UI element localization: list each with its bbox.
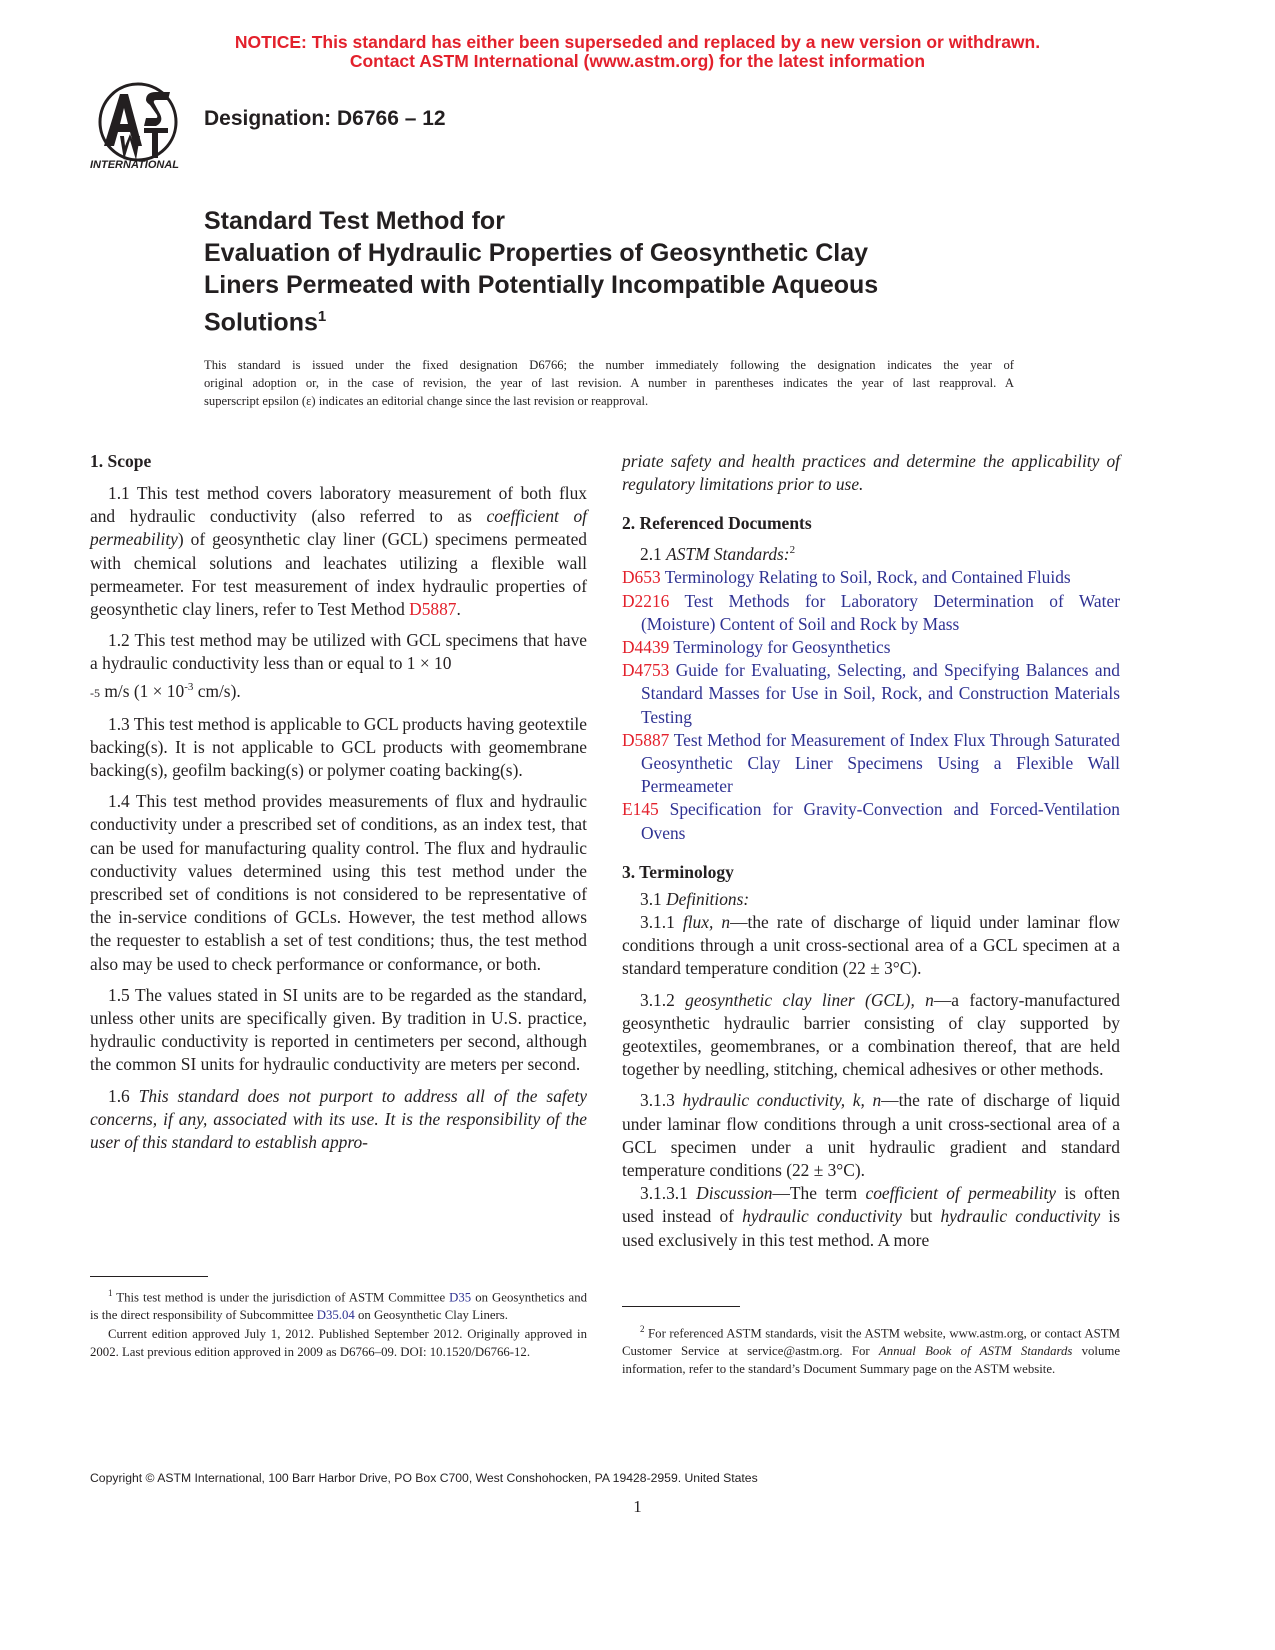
paragraph-1-5: 1.5 The values stated in SI units are to be regarded as the standard, unless other units are specifically given. By tradition in U.S. practice, hydraulic conductivity is reported in centimeters per second, although the common SI units for hydraulic conductivity are meters per second. <box>90 984 587 1075</box>
reference-code-link[interactable]: D4753 <box>622 660 670 681</box>
link-d35[interactable]: D35 <box>449 1290 472 1305</box>
reference-item <box>622 590 1120 636</box>
footnote-rule-right <box>622 1306 740 1307</box>
notice-line-2: Contact ASTM International (www.astm.org) for the latest information <box>349 51 926 71</box>
link-d5887[interactable]: D5887 <box>409 599 457 620</box>
reference-item <box>622 566 1120 589</box>
reference-code-link[interactable]: D653 <box>622 567 661 588</box>
left-column <box>90 450 587 1154</box>
reference-title-link[interactable]: Specification for Gravity-Convection and Forced-Ventilation Ovens <box>641 799 1120 843</box>
copyright-line: Copyright © ASTM International, 100 Barr Harbor Drive, PO Box C700, West Conshohocken, PA 19428-2959. United States <box>90 1471 758 1485</box>
footnote-rule-left <box>90 1276 208 1277</box>
title-line-4: Solutions$^1$ <box>204 308 327 337</box>
reference-code-link[interactable]: E145 <box>622 799 659 820</box>
footnote-2: $^2$ For referenced ASTM standards, visit the ASTM website, www.astm.org, or contact ASTM Customer Service at service@astm.org. For Annual Book of ASTM Standards volume information, refer to the standard’s Document Summary page on the ASTM website. <box>622 1324 1121 1377</box>
astm-logo <box>90 80 198 172</box>
paragraph-1-4: 1.4 This test method provides measurements of flux and hydraulic conductivity under a prescribed set of conditions, as an index test, that can be used for manufacturing quality control. The flux and hydraulic conductivity values determined using this test method under the prescribed set of conditions is not considered to be representative of the in-service conditions of GCLs. However, the test method allows the requester to establish a set of test conditions; thus, the test method also may be used to check performance or conformance, or both. <box>90 791 587 974</box>
link-d35-04[interactable]: D35.04 <box>316 1308 355 1323</box>
issuance-note: This standard is issued under the fixed designation D6766; the number immediately following the designation indicates the year of original adoption or, in the case of revision, the year of last revision. A number in parentheses indicates the year of last reapproval. A superscript epsilon (ε) indicates an editorial change since the last revision or reapproval. <box>204 358 1014 408</box>
reference-code-link[interactable]: D2216 <box>622 590 670 611</box>
reference-code-link[interactable]: D4439 <box>622 637 670 658</box>
page-number: 1 <box>633 1497 642 1516</box>
definition-gcl: 3.1.2 geosynthetic clay liner (GCL), n—a factory-manufactured geosynthetic hydraulic barrier consisting of clay supported by geotextiles, geomembranes, or a combination thereof, that are held together by needling, stitching, chemical adhesives or other methods. <box>622 989 1120 1080</box>
reference-title-link[interactable]: Terminology Relating to Soil, Rock, and Contained Fluids <box>660 567 1071 588</box>
discussion-3-1-3-1: 3.1.3.1 Discussion—The term coefficient of permeability is often used instead of hydraulic conductivity but hydraulic conductivity is used exclusively in this test method. A more <box>622 1183 1121 1250</box>
paragraph-1-6: 1.6 This standard does not purport to address all of the safety concerns, if any, associated with its use. It is the responsibility of the user of this standard to establish appro- <box>90 1085 587 1153</box>
title-line-2: Evaluation of Hydraulic Properties of Geosynthetic Clay <box>204 239 869 267</box>
reference-title-link[interactable]: Guide for Evaluating, Selecting, and Specifying Balances and Standard Masses for Use in Soil, Rock, and Construction Materials Testing <box>641 660 1120 727</box>
reference-item <box>622 798 1120 844</box>
reference-code-link[interactable]: D5887 <box>622 729 670 750</box>
reference-title-link[interactable]: Test Methods for Laboratory Determination of Water (Moisture) Content of Soil and Rock by Mass <box>641 590 1120 634</box>
definition-hydraulic-conductivity: 3.1.3 hydraulic conductivity, k, n—the rate of discharge of liquid under laminar flow conditions through a unit cross-sectional area of a GCL specimen under a unit hydraulic gradient and standard temperature conditions (22 ± 3°C). <box>622 1090 1120 1181</box>
logo-word: INTERNATIONAL <box>90 159 180 171</box>
title-line-1: Standard Test Method for <box>204 207 505 235</box>
astm-logo-icon <box>90 80 198 172</box>
designation: Designation: D6766 – 12 <box>204 107 446 130</box>
notice-line-1: NOTICE: This standard has either been superseded and replaced by a new version or withdrawn. <box>234 32 1041 52</box>
title-footnote-ref[interactable]: 1 <box>317 308 327 325</box>
right-column <box>622 450 1120 1252</box>
paragraph-1-2: 1.2 This test method may be utilized with GCL specimens that have a hydraulic conductivity less than or equal to 1 × 10 -5 m/s ($1 \times 10^{-3}$ cm/s). <box>90 630 587 701</box>
subsection-2-1: 2.1 ASTM Standards:$^2$ <box>640 544 796 565</box>
reference-item <box>622 636 1120 659</box>
footnote-1: $^1$ This test method is under the jurisdiction of ASTM Committee D35 on Geosynthetics and is the direct responsibility of Subcommittee D35.04 on Geosynthetic Clay Liners. Current edition approved July 1, 2012. Published September 2012. Originally approved in 2002. Last previous edition approved in 2009 as D6766–09. DOI: 10.1520/D6766-12. <box>90 1288 587 1360</box>
definition-flux: 3.1.1 flux, n—the rate of discharge of liquid under laminar flow conditions through a unit cross-sectional area of a GCL specimen at a standard temperature condition (22 ± 3°C). <box>622 912 1120 979</box>
reference-title-link[interactable]: Test Method for Measurement of Index Flux Through Saturated Geosynthetic Clay Liner Specimens Using a Flexible Wall Permeameter <box>641 729 1120 797</box>
paragraph-1-3: 1.3 This test method is applicable to GCL products having geotextile backing(s). It is not applicable to GCL products with geomembrane backing(s), geofilm backing(s) or polymer coating backing(s). <box>90 713 587 781</box>
document-title <box>204 205 1004 338</box>
section-heading-referenced: 2. Referenced Documents <box>622 513 812 534</box>
section-heading-scope: 1. Scope <box>90 451 152 471</box>
reference-list <box>622 566 1120 844</box>
paragraph-1-6-cont: priate safety and health practices and determine the applicability of regulatory limitations prior to use. <box>622 451 1120 495</box>
section-heading-terminology: 3. Terminology <box>622 861 734 882</box>
paragraph-1-1: 1.1 This test method covers laboratory measurement of both flux and hydraulic conductivity (also referred to as coefficient of permeability) of geosynthetic clay liner (GCL) specimens permeated with chemical solutions and leachates utilizing a flexible wall permeameter. For test measurement of index hydraulic properties of geosynthetic clay liners, refer to Test Method D5887. <box>90 483 587 620</box>
subsection-3-1: 3.1 Definitions: <box>640 888 750 909</box>
title-line-3: Liners Permeated with Potentially Incompatible Aqueous <box>204 271 879 299</box>
reference-item <box>622 659 1120 729</box>
reference-item <box>622 729 1120 799</box>
reference-title-link[interactable]: Terminology for Geosynthetics <box>669 637 891 658</box>
